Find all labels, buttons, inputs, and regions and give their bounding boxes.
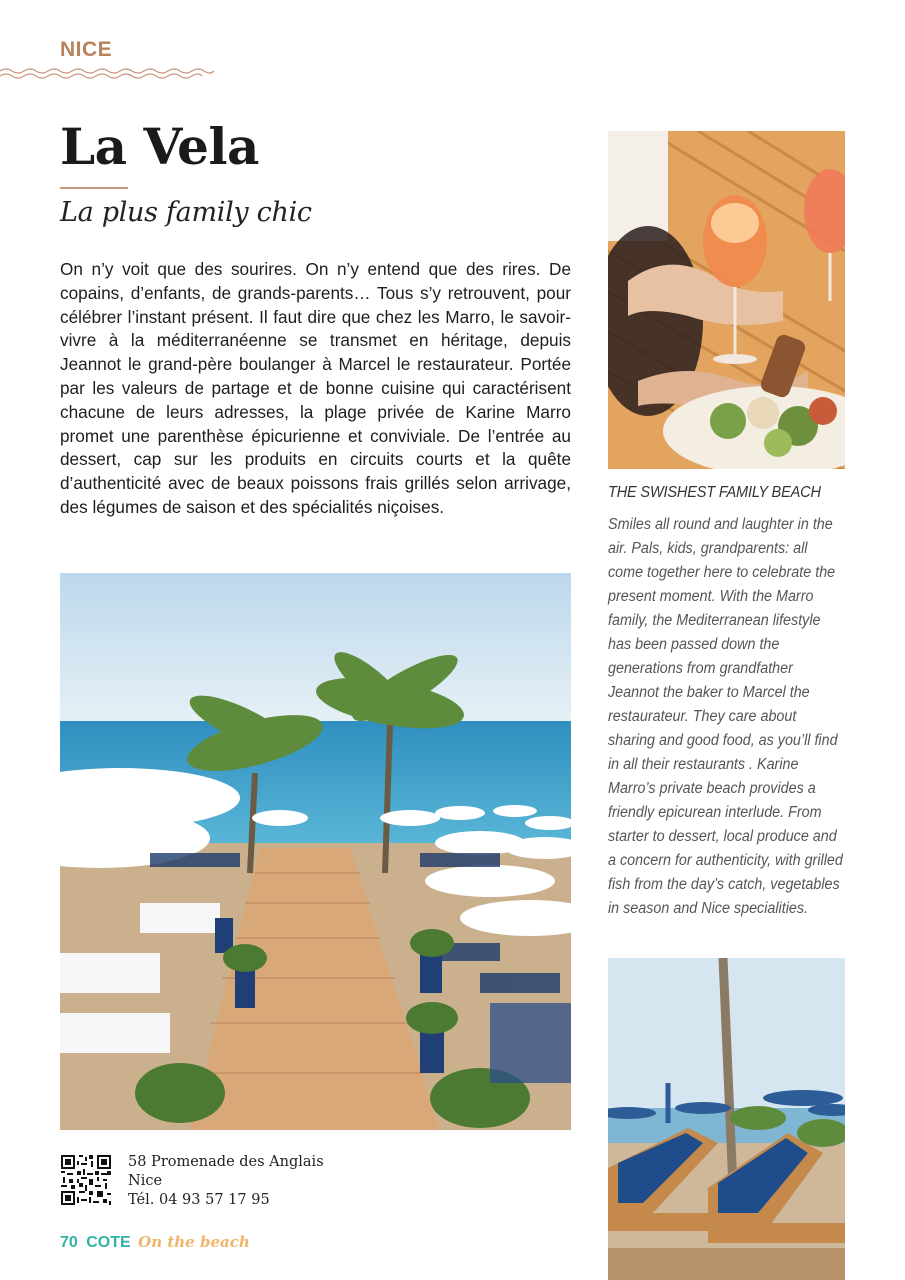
magazine-tagline: On the beach [138, 1233, 250, 1251]
address-block [128, 1153, 324, 1210]
section-label: NICE [60, 38, 113, 61]
article-subtitle: La plus family chic [60, 197, 312, 228]
qr-code [61, 1155, 111, 1205]
page-footer [60, 1233, 250, 1252]
address-phone: Tél. 04 93 57 17 95 [128, 1192, 270, 1208]
page-number: 70 [60, 1234, 78, 1251]
beach-boardwalk-photo [60, 573, 571, 1130]
article-body-english: Smiles all round and laughter in the air. Pals, kids, grandparents: all come together here to celebrate the present moment. With the Marro family, the Mediterranean lifestyle has been passed down the generations from grandfather Jeannot the baker to Marcel the restaurateur. They care about sharing and good food, as you’ll find in all their restaurants . Karine Marro’s private beach provides a friendly epicurean interlude. From starter to dessert, local produce and a concern for authenticity, with grilled fish from the day’s catch, vegetables in season and Nice specialities. [608, 516, 843, 917]
magazine-brand: COTE [86, 1234, 131, 1251]
address-city: Nice [128, 1173, 163, 1189]
title-underline [60, 187, 128, 189]
address-street: 58 Promenade des Anglais [128, 1154, 324, 1170]
cocktails-photo [608, 131, 845, 469]
sun-loungers-photo [608, 958, 845, 1280]
article-title: La Vela [60, 117, 259, 176]
english-title: THE SWISHEST FAMILY BEACH [608, 484, 821, 501]
article-body-french: On n’y voit que des sourires. On n’y entend que des rires. De copains, d’enfants, de grands-parents… Tous s’y retrouvent, pour célébrer l’instant présent. Il faut dire que chez les Marro, le savoir-vivre à la méditerranéenne se transmet en héritage, depuis Jeannot le grand-père boulanger à Marcel le restaurateur. Portée par les valeurs de partage et de bonne cuisine qui caractérisent chacune de leurs adresses, la plage privée de Karine Marro promet une parenthèse épicurienne et conviviale. De l’entrée au dessert, cap sur les produits en circuits courts et la quête d’authenticité avec de beaux poissons frais grillés selon arrivage, des légumes de saison et des spécialités niçoises. [60, 259, 571, 517]
wave-divider [0, 66, 220, 82]
